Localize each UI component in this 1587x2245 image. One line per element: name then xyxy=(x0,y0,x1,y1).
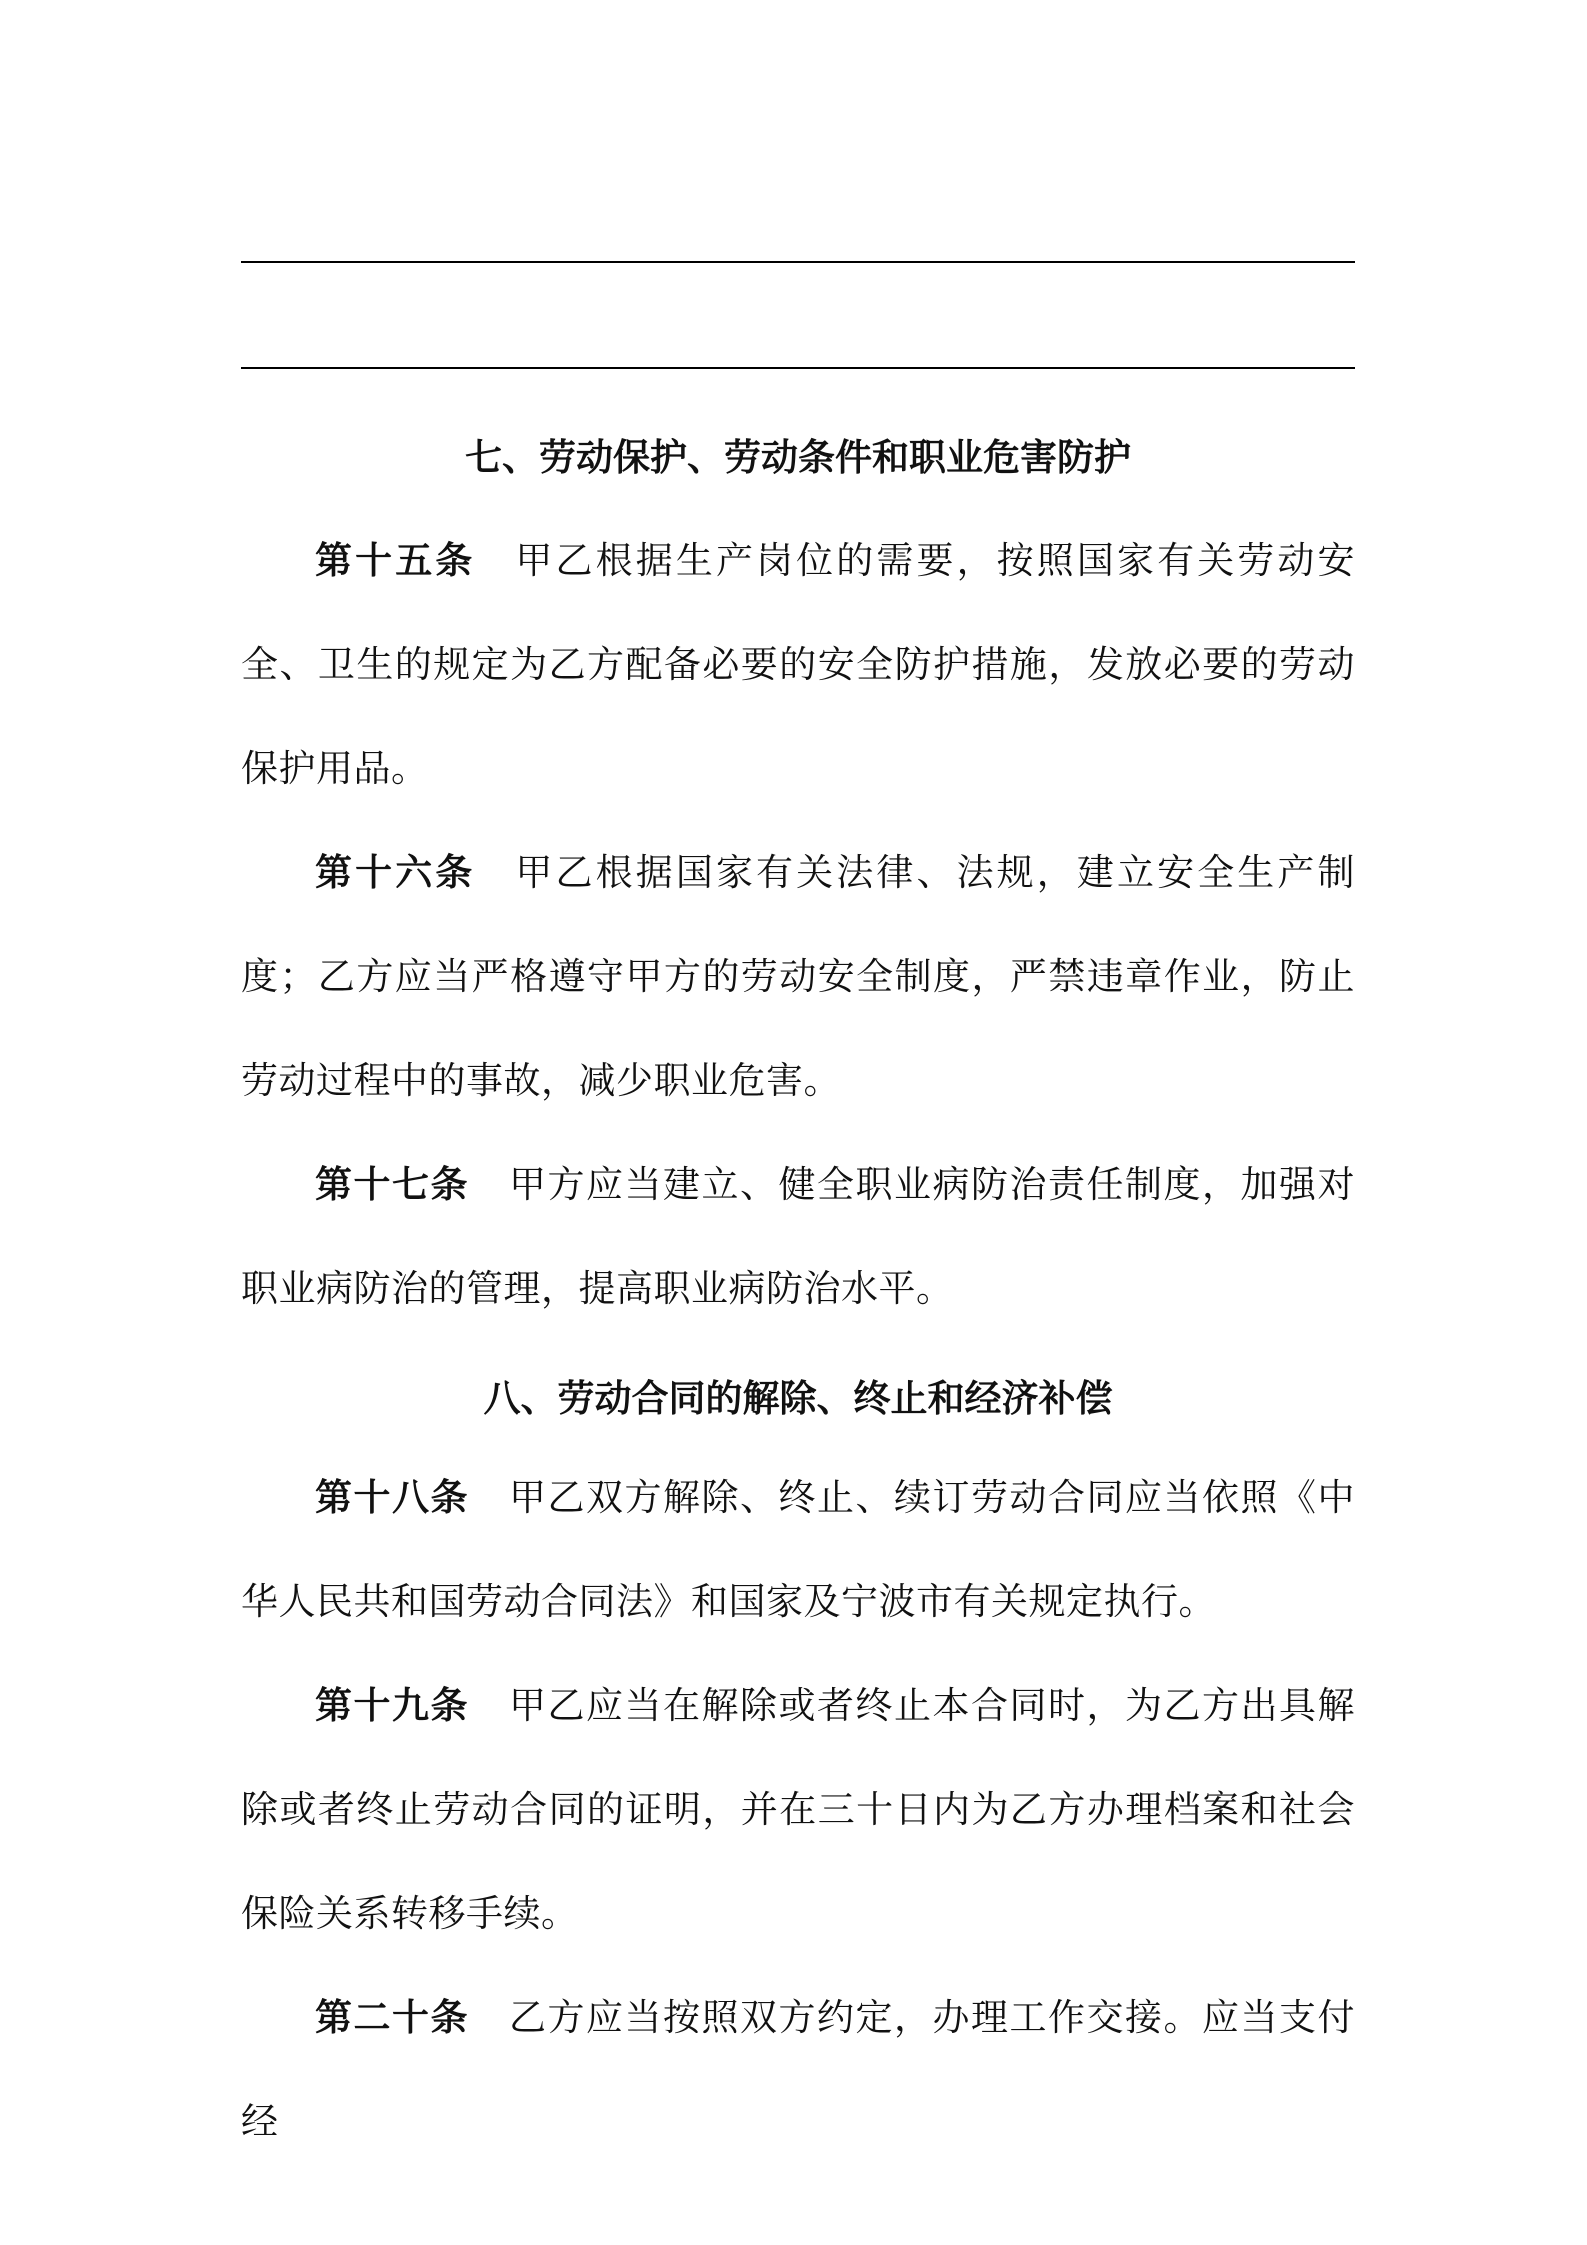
article-20 xyxy=(241,1965,1355,2174)
article-text: 甲乙双方解除、终止、续订劳动合同应当依照《中华人民共和国劳动合同法》和国家及宁波市有关规定执行。 xyxy=(241,1476,1355,1623)
article-label: 第二十条 xyxy=(315,1995,469,2039)
article-text: 乙方应当按照双方约定，办理工作交接。应当支付经 xyxy=(241,1996,1355,2143)
article-text: 甲乙根据国家有关法律、法规，建立安全生产制度；乙方应当严格遵守甲方的劳动安全制度，严禁违章作业，防止劳动过程中的事故，减少职业危害。 xyxy=(241,851,1356,1102)
article-16 xyxy=(241,820,1355,1133)
section-heading-8: 八、劳动合同的解除、终止和经济补偿 xyxy=(483,1376,1113,1420)
article-label: 第十七条 xyxy=(315,1162,469,1206)
article-17 xyxy=(241,1132,1355,1341)
article-label: 第十六条 xyxy=(315,850,476,894)
article-label: 第十八条 xyxy=(315,1475,469,1519)
article-label: 第十五条 xyxy=(315,538,476,582)
article-15 xyxy=(241,508,1355,821)
article-text: 甲方应当建立、健全职业病防治责任制度，加强对职业病防治的管理，提高职业病防治水平。 xyxy=(241,1163,1355,1310)
article-19 xyxy=(241,1653,1355,1966)
section-heading-7: 七、劳动保护、劳动条件和职业危害防护 xyxy=(465,435,1131,479)
blank-fill-line-2 xyxy=(241,367,1355,369)
article-text: 甲乙根据生产岗位的需要，按照国家有关劳动安全、卫生的规定为乙方配备必要的安全防护措施，发放必要的劳动保护用品。 xyxy=(241,539,1356,790)
article-label: 第十九条 xyxy=(315,1683,469,1727)
blank-fill-line-1 xyxy=(241,261,1355,263)
article-18 xyxy=(241,1445,1355,1654)
article-text: 甲乙应当在解除或者终止本合同时，为乙方出具解除或者终止劳动合同的证明，并在三十日内为乙方办理档案和社会保险关系转移手续。 xyxy=(241,1684,1355,1935)
